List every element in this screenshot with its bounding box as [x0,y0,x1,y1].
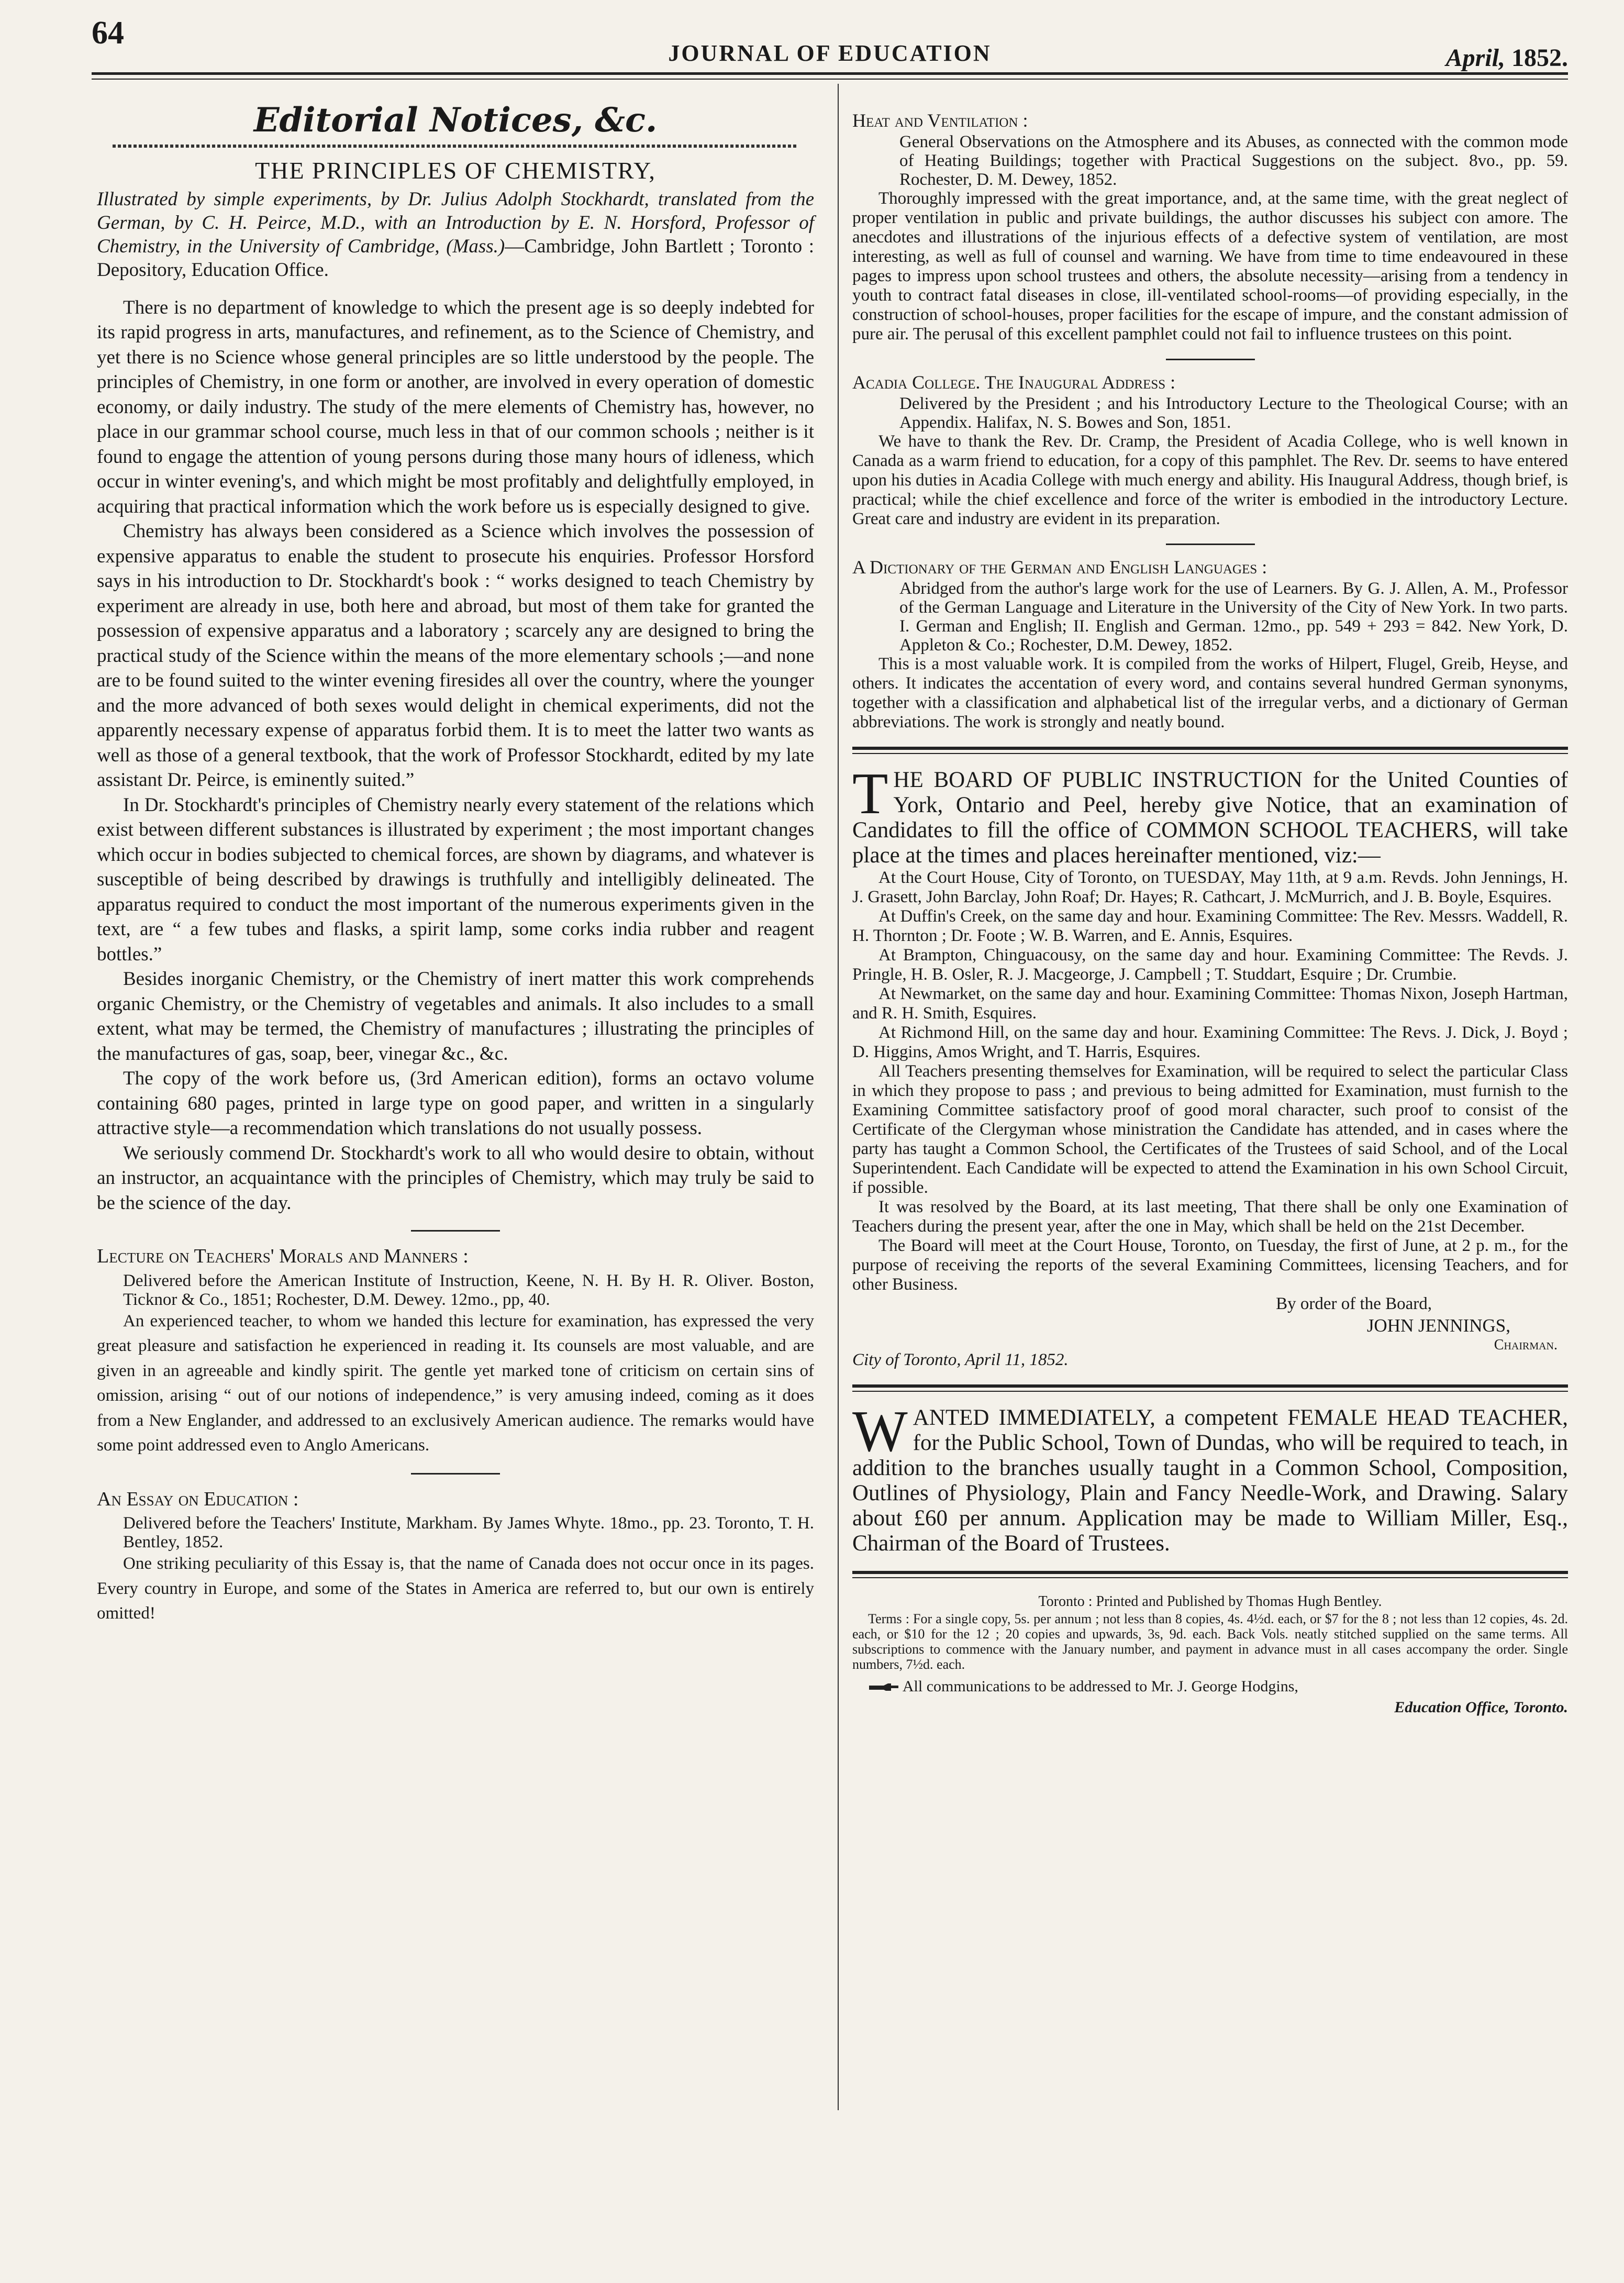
board-chair: Chairman. [1494,1337,1558,1353]
section-rule [1166,359,1255,360]
board-item: At Brampton, Chinguacousy, on the same day and hour. Examining Committee: The Revds. J. Pringle, H. B. Osler, R. J. Macgeorge, J. Campbell ; T. Studdart, Esquire ; Dr. Crumbie. [852,946,1568,984]
board-item: At Duffin's Creek, on the same day and hour. Examining Committee: The Rev. Messrs. Waddell, R. H. Thornton ; Dr. Foote ; W. B. Warren, and E. Annis, Esquires. [852,907,1568,945]
board-order: By order of the Board, [1276,1294,1432,1313]
lecture-title: Lecture on Teachers' Morals and Manners : [97,1245,469,1267]
lecture-notice: Delivered before the American Institute of Instruction, Keene, N. H. By H. R. Oliver. Boston, Ticknor & Co., 1851; Rochester, D.M. Dewey. 12mo., pp, 40. [123,1271,814,1309]
editorial-heading: Editorial Notices, &c. [253,101,658,140]
dictionary-title: A Dictionary of the German and English Languages : [852,557,1267,578]
board-notice-intro: HE BOARD OF PUBLIC INSTRUCTION for the United Counties of York, Ontario and Peel, hereby give Notice, that an examination of Candidates to fill the office of COMMON SCHOOL TEACHERS, will take place at the times and places hereinafter mentioned, viz:— [852,768,1568,868]
dictionary-notice: Abridged from the author's large work for the use of Learners. By G. J. Allen, A. M., Professor of the German Language and Literature in the University of the City of New York. In two parts. I. German and English; II. English and German. 12mo., pp. 549 + 293 = 842. New York, D. Appleton & Co.; Rochester, D.M. Dewey, 1852. [899,579,1568,655]
lecture-body: An experienced teacher, to whom we handed this lecture for examination, has expressed the very great pleasure and satisfaction he experienced in reading it. Its counsels are most valuable, and are given in an agreeable and kindly spirit. The gentle yet marked tone of criticism on certain sins of omission, arising “ out of our notions of independence,” is very amusing indeed, coming as it does from a New Englander, and addressed to an exclusively American audience. The remarks would have some point addressed even to Anglo Americans. [97,1311,814,1455]
running-head [92,15,1568,72]
chemistry-paragraph: The copy of the work before us, (3rd American edition), forms an octavo volume containing 680 pages, printed in large type on good paper, and written in a singularly attractive style—a recommendation which translations do not usually possess. [97,1068,814,1139]
board-notice-head [852,761,1568,868]
wanted-notice [852,1399,1568,1556]
heat-title: Heat and Ventilation : [852,110,1028,131]
header-rule [92,72,1568,75]
acadia-title: Acadia College. The Inaugural Address : [852,372,1176,393]
heat-notice: General Observations on the Atmosphere and its Abuses, as connected with the common mode of Heating Buildings; together with Practical Suggestions on the subject. 8vo., pp. 59. Rochester, D. M. Dewey, 1852. [899,132,1568,189]
section-rule [411,1230,500,1232]
imprint-rule [852,1571,1568,1578]
chemistry-subtitle-italic: Illustrated by simple experiments, by Dr. Julius Adolph Stockhardt, translated from the German, by C. H. Peirce, M.D., with an Introduction by E. N. Horsford, Professor of Chemistry, in the University of Cambridge, (Mass.) [97,188,814,257]
board-item: At Newmarket, on the same day and hour. Examining Committee: Thomas Nixon, Joseph Hartman, and R. H. Smith, Esquires. [852,984,1568,1023]
journal-title: JOURNAL OF EDUCATION [668,40,992,66]
acadia-body: We have to thank the Rev. Dr. Cramp, the President of Acadia College, who is well known in Canada as a warm friend to education, for a copy of this pamphlet. The Rev. Dr. seems to have entered upon his duties in Acadia College with much energy and ability. His Inaugural Address, though brief, is practical; while the chief excellence and force of the writer is embodied in the introductory Lecture. Great care and industry are evident in its preparation. [852,432,1568,528]
advertisement-rule [852,1384,1568,1392]
board-signer: JOHN JENNINGS, [1366,1315,1510,1336]
chemistry-paragraph: We seriously commend Dr. Stockhardt's work to all who would desire to obtain, without an instructor, an acquaintance with the principles of Chemistry, which may truly be said to be the science of the day. [97,1142,814,1214]
acadia-notice: Delivered by the President ; and his Introductory Lecture to the Theological Course; with an Appendix. Halifax, N. S. Bowes and Son, 1851. [899,394,1568,432]
address-note [852,1676,1568,1718]
board-item: At the Court House, City of Toronto, on TUESDAY, May 11th, at 9 a.m. Revds. John Jennings, H. J. Grasett, John Barclay, John Roaf; Dr. Hayes; R. Cathcart, J. McMurrich, and J. B. Boyle, Esquires. [852,868,1568,906]
section-rule [1166,544,1255,545]
board-dropcap: T [852,761,888,826]
issue-month: April, [1445,44,1505,72]
advertisement-rule [852,747,1568,754]
address-place-text: Education Office, Toronto. [1394,1699,1568,1716]
subscription-terms: Terms : For a single copy, 5s. per annum ; not less than 8 copies, 4s. 4½d. each, or $7 for the 8 ; not less than 12 copies, 4s. 2d. each, or $10 for the 12 ; 20 copies and upwards, 3s, 9d. each. Back Vols. neatly stitched supplied on the same terms. All subscriptions to commence with the January number, and payment in advance must in all cases accompany the order. Single numbers, 7½d. each. [852,1611,1568,1672]
issue-year: 1852. [1511,44,1568,72]
board-item: At Richmond Hill, on the same day and hour. Examining Committee: The Revs. J. Dick, J. Boyd ; D. Higgins, Amos Wright, and T. Harris, Esquires. [852,1023,1568,1061]
page-number: 64 [92,15,124,51]
imprint: Toronto : Printed and Published by Thomas Hugh Bentley. [1038,1593,1382,1610]
board-item: The Board will meet at the Court House, Toronto, on Tuesday, the first of June, at 2 p. m., for the purpose of receiving the reports of the several Examining Committees, licensing Teachers, and for other Business. [852,1236,1568,1294]
essay-body: One striking peculiarity of this Essay is, that the name of Canada does not occur once in its pages. Every country in Europe, and some of the States in America are referred to, but our own is entirely omitted! [97,1554,814,1623]
wanted-dropcap: W [852,1399,908,1464]
essay-notice: Delivered before the Teachers' Institute, Markham. By James Whyte. 18mo., pp. 23. Toronto, T. H. Bentley, 1852. [123,1514,814,1551]
chemistry-paragraph: In Dr. Stockhardt's principles of Chemistry nearly every statement of the relations which exist between different substances is illustrated by experiment ; the most important changes which occur in bodies subjected to chemical forces, are shown by diagrams, and whatever is susceptible of being described by drawings is truthfully and intelligibly delineated. The apparatus required to conduct the most important of the numerous experiments given in the text, are “ a few tubes and flasks, a spirit lamp, some corks india rubber and reagent bottles.” [97,794,814,965]
board-item: All Teachers presenting themselves for Examination, will be required to select the particular Class in which they propose to pass ; and previous to being admitted for Examination, must furnish to the Examining Committee satisfactory proof of good moral character, such proof to consist of the Certificate of the Clergyman whose ministration the Candidate has attended, and in cases where the party has taught a Common School, the Certificates of the Trustees of said School, and of the Local Superintendent. Each Candidate will be expected to attend the Examination in his own School Circuit, if possible. [852,1062,1568,1197]
board-dateline: City of Toronto, April 11, 1852. [852,1350,1069,1369]
essay-title: An Essay on Education : [97,1488,299,1510]
chemistry-subtitle [97,187,814,282]
header-rule-thin [92,79,1568,80]
chemistry-paragraph: There is no department of knowledge to which the present age is so deeply indebted for its rapid progress in arts, manufactures, and refinement, as to the Science of Chemistry, and yet there is no Science whose general principles are so little understood by the people. The principles of Chemistry, in one form or another, are involved in every operation of domestic economy, or daily industry. The study of the mere elements of Chemistry has, however, no place in our grammar school course, much less in that of our common schools ; neither is it found to engage the attention of young persons during those many hours of idleness, which occur in winter evening's, and which might be most profitably and delightfully employed, in acquiring that practical information which the work before us is especially designed to give. [97,296,814,517]
issue-date [1446,43,1568,72]
pointing-hand-icon [868,1682,899,1693]
right-column [852,105,1568,1718]
wanted-body: ANTED IMMEDIATELY, a competent FEMALE HEAD TEACHER, for the Public School, Town of Dundas, who will be required to teach, in addition to the branches usually taught in a Common School, Composition, Outlines of Physiology, Plain and Fancy Needle-Work, and Drawing. Salary about £60 per annum. Application may be made to William Miller, Esq., Chairman of the Board of Trustees. [852,1405,1568,1556]
board-item: It was resolved by the Board, at its last meeting, That there shall be only one Examination of Teachers during the present year, after the one in May, which shall be held on the 21st December. [852,1198,1568,1236]
ornamental-rule [113,145,798,148]
left-column [97,99,814,1626]
heat-body: Thoroughly impressed with the great importance, and, at the same time, with the great neglect of proper ventilation in public and private buildings, the author discusses his subject con amore. The anecdotes and illustrations of the injurious effects of a defective system of ventilation, are most interesting, as well as full of counsel and warning. We have from time to time endeavoured in these pages to impress upon school trustees and others, the absolute necessity—arising from a tendency in youth to contract fatal diseases in close, ill-ventilated school-rooms—of providing especially, in the construction of school-houses, proper facilities for the escape of impure, and the constant admission of pure air. The perusal of this excellent pamphlet could not fail to influence trustees on this point. [852,189,1568,343]
dictionary-body: This is a most valuable work. It is compiled from the works of Hilpert, Flugel, Greib, Heyse, and others. It indicates the accentation of every word, and contains several hundred German synonyms, together with a classification and alphabetical list of the irregular verbs, and a dictionary of German abbreviations. The work is strongly and neatly bound. [852,655,1568,732]
chemistry-paragraph: Besides inorganic Chemistry, or the Chemistry of inert matter this work comprehends organic Chemistry, or the Chemistry of vegetables and animals. It also includes to a small extent, what may be termed, the Chemistry of manufactures ; illustrating the principles of the manufactures of gas, soap, beer, vinegar &c., &c. [97,968,814,1065]
chemistry-title: THE PRINCIPLES OF CHEMISTRY, [255,157,656,184]
section-rule [411,1473,500,1475]
address-place [852,1697,1568,1718]
chemistry-paragraph: Chemistry has always been considered as a Science which involves the possession of expensive apparatus to enable the student to prosecute his enquiries. Professor Horsford says in his introduction to Dr. Stockhardt's book : “ works designed to teach Chemistry by experiment are already in use, both here and abroad, but most of them take for granted the possession of expensive apparatus and a laboratory ; scarcely any are designed to bring the practical study of the Science within the means of the more elementary schools ;—and none are to be found suited to the winter evening firesides all over the country, where the younger and the more advanced of both sexes would delight in chemical experiments, did not the apparently necessary expense of apparatus forbid them. It is to meet the latter two wants as well as those of a general textbook, that the work of Professor Stockhardt, edited by my late assistant Dr. Peirce, is eminently suited.” [97,520,814,791]
column-divider [838,84,839,2110]
address-text: All communications to be addressed to Mr. J. George Hodgins, [902,1678,1298,1695]
chemistry-publisher: —Cambridge, John Bartlett ; Toronto : Depository, Education Office. [97,235,814,281]
